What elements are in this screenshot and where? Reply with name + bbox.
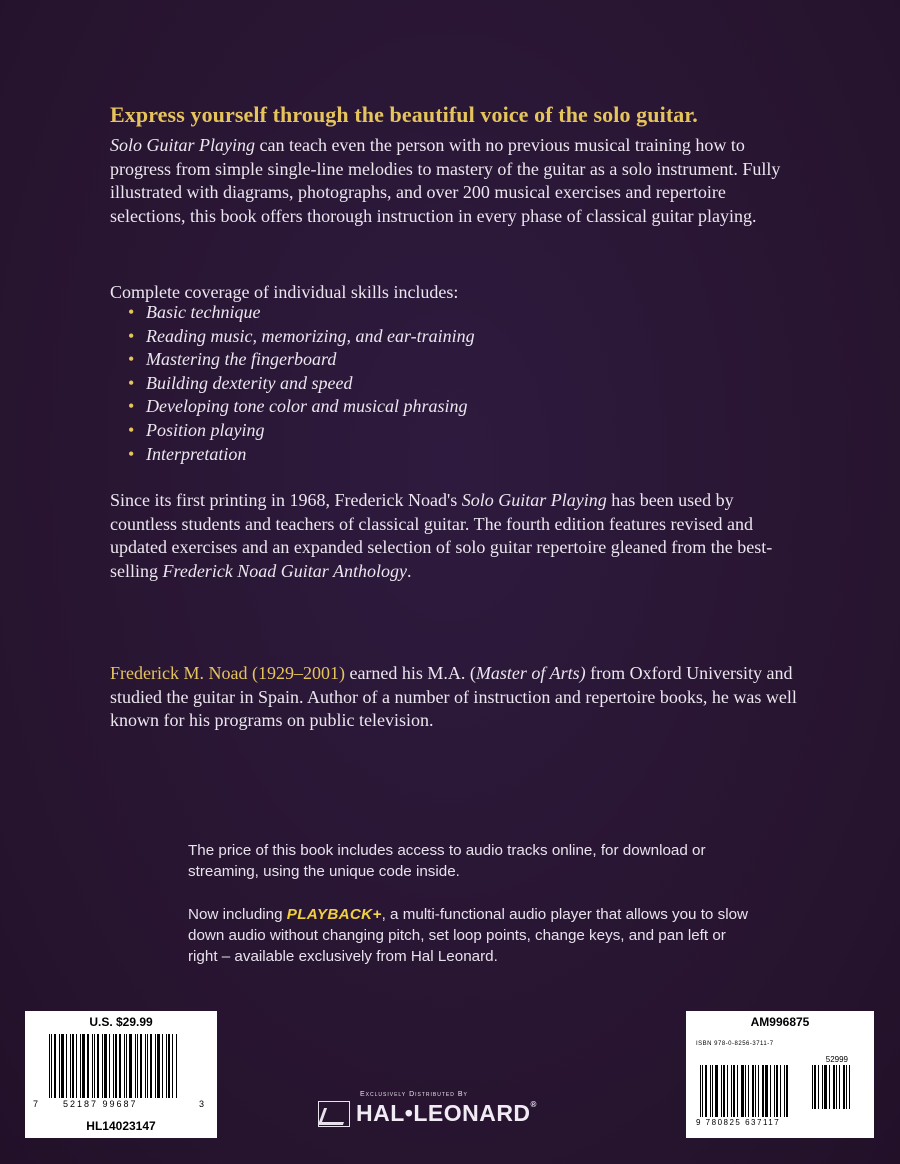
barcode-bar [124,1034,125,1098]
barcode-bar [54,1034,56,1098]
intro-paragraph [110,134,800,228]
barcode-bar [129,1034,132,1098]
playback-pre: Now including [188,906,287,923]
barcode-bar [168,1034,170,1098]
headline: Express yourself through the beautiful voice of the solo guitar. [110,102,698,127]
skill-item: • Developing tone color and musical phrasing [128,395,475,419]
audio-note: The price of this book includes access to audio tracks online, for download or streaming, using the unique code inside. [188,842,706,880]
price-label: U.S. $29.99 [89,1015,153,1029]
barcode-bar [162,1034,163,1098]
barcode-bar [61,1034,64,1098]
barcode-bar [700,1065,701,1117]
barcode-bar [94,1034,95,1098]
barcode-bar [829,1065,830,1109]
barcode-bar [818,1065,819,1109]
barcode-bar [741,1065,744,1117]
barcode-bar [102,1034,103,1098]
barcode-bar [780,1065,781,1117]
barcode-bar [82,1034,85,1098]
barcode-bar [137,1034,138,1098]
barcode-digit-right: 3 [199,1099,207,1109]
barcode-bar [721,1065,722,1117]
barcode-bar [846,1065,847,1109]
skill-item: • Mastering the fingerboard [128,348,475,372]
barcode-bar [119,1034,121,1098]
barcode-bar [135,1034,136,1098]
barcode-bar [755,1065,756,1117]
barcode-bar [822,1065,823,1109]
barcode-bar [715,1065,718,1117]
barcode-bar [702,1065,703,1117]
barcode-bar [731,1065,732,1117]
barcode-bar [147,1034,148,1098]
barcode-bar [849,1065,850,1109]
isbn-barcode [686,1011,874,1138]
barcode-bar [836,1065,837,1109]
barcode-bar [76,1034,77,1098]
author-text-1: earned his M.A. ( [344,663,476,683]
barcode-bar [812,1065,813,1109]
barcode-bar [155,1034,156,1098]
isbn-digits: 9 780825 637117 [696,1118,781,1127]
barcode-bar [765,1065,768,1117]
barcode-bar [157,1034,160,1098]
skill-item: • Building dexterity and speed [128,372,475,396]
hal-leonard-mark-icon [318,1101,350,1127]
intro-text: can teach even the person with no previous musical training how to progress from simple single-line melodies to mastery of the guitar as a solo instrument. Fully illustrated with diagrams, photographs, and over 200 musical exercises and repertoire selections, this book offers thorough instruction in every phase of classical guitar playing. [110,135,781,226]
addon-bars [812,1065,853,1109]
product-code: HL14023147 [86,1119,156,1133]
barcode-bar [814,1065,816,1109]
barcode-bar [824,1065,827,1109]
author-bio [110,662,800,733]
author-degree: Master of Arts) [475,663,586,683]
barcode-bar [737,1065,738,1117]
history-title-2: Frederick Noad Guitar Anthology [162,560,407,581]
barcode-bar [172,1034,173,1098]
history-paragraph [110,489,800,583]
history-text-2: has been used by countless students and teachers of classical guitar. The fourth edition features revised and updated exercises and an expanded selection of solo guitar repertoire gleaned from the best-selling [110,490,773,581]
barcode-bar [126,1034,127,1098]
history-text-3: . [406,560,412,581]
barcode-bar [776,1065,778,1117]
skill-item: • Reading music, memorizing, and ear-training [128,325,475,349]
history-text-1: Since its first printing in 1968, Frederick Noad's [110,490,462,510]
barcode-bar [723,1065,725,1117]
price-barcode [25,1011,217,1138]
skills-list [128,301,475,466]
barcode-bar [774,1065,775,1117]
barcode-bar [92,1034,93,1098]
distributor-label: Exclusively Distributed By [360,1091,468,1098]
skill-item: • Basic technique [128,301,475,325]
barcode-bar [748,1065,749,1117]
barcode-bar [839,1065,840,1109]
publisher-name-text: HAL•LEONARD [356,1100,531,1126]
barcode-bar [784,1065,785,1117]
publisher-name [356,1100,537,1127]
book-title: Solo Guitar Playing [110,135,255,155]
barcode-bar [49,1034,50,1098]
barcode-bar [762,1065,764,1117]
barcode-bar [150,1034,152,1098]
barcode-bar [166,1034,167,1098]
barcode-bar [786,1065,788,1117]
author-name: Frederick M. Noad (1929–2001) [110,663,345,683]
hal-leonard-logo [318,1100,537,1127]
barcode-digit-left: 7 [33,1099,41,1109]
barcode-bar [109,1034,110,1098]
barcode-bar [843,1065,845,1109]
barcode-bar [104,1034,107,1098]
barcode-bar [145,1034,146,1098]
barcode-bar [833,1065,835,1109]
isbn-label: ISBN 978-0-8256-3711-7 [696,1041,774,1047]
barcode-bar [710,1065,711,1117]
barcode-bar [727,1065,728,1117]
barcode-bar [51,1034,52,1098]
barcode-bar [70,1034,71,1098]
barcode-bar [113,1034,114,1098]
barcode-bar [59,1034,60,1098]
playback-brand: PLAYBACK [286,906,373,923]
barcode-bar [745,1065,746,1117]
barcode-bar [705,1065,707,1117]
barcode-bar [733,1065,735,1117]
barcode-bar [140,1034,142,1098]
playback-post: , a multi-functional audio player that allows you to slow down audio without changing pitch, set loop points, change keys, and pan left or right – available exclusively from Hal Leonard. [188,906,748,965]
barcode-bar [66,1034,67,1098]
history-title-1: Solo Guitar Playing [461,490,607,510]
barcode-bar [176,1034,177,1098]
barcode-bar [115,1034,117,1098]
barcode-bar [97,1034,99,1098]
barcode-bar [712,1065,713,1117]
author-text-2: from Oxford University and studied the guitar in Spain. Author of a number of instruction and repertoire books, he was well known for his programs on public television. [110,663,797,731]
barcode-bar [758,1065,759,1117]
barcode-bar [770,1065,771,1117]
playback-logo [287,906,382,923]
catalog-code: AM996875 [750,1015,810,1029]
playback-note [188,904,748,967]
skill-item: • Position playing [128,419,475,443]
barcode-bar [80,1034,81,1098]
playback-plus: + [372,906,382,923]
barcode-bar [87,1034,89,1098]
registered-mark: ® [530,1100,537,1109]
skill-item: • Interpretation [128,443,475,467]
barcode-bars [49,1034,178,1098]
barcode-bar [72,1034,74,1098]
skills-lead: Complete coverage of individual skills includes: [110,282,459,302]
isbn-addon: 52999 [825,1055,848,1064]
barcode-bar [752,1065,754,1117]
barcode-digits: 52187 99687 [63,1099,138,1109]
isbn-bars [700,1065,790,1117]
